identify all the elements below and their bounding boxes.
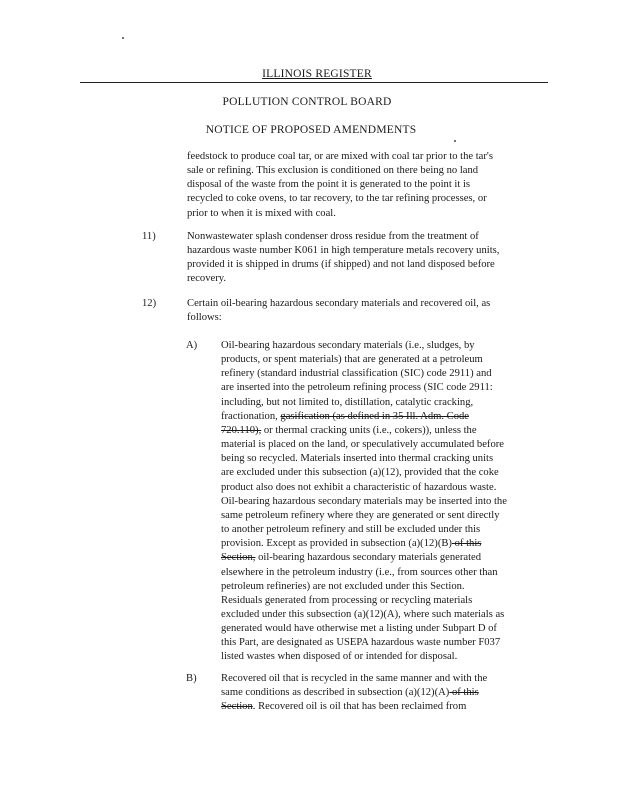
text-line: Nonwastewater splash condenser dross residue from the treatment of	[187, 231, 479, 242]
text-run: oil-bearing hazardous secondary materials generated	[255, 552, 482, 564]
item-a-label: A)	[186, 340, 198, 351]
text-line: feedstock to produce coal tar, or are mixed with coal tar prior to the tar's	[187, 151, 493, 162]
text-run: fractionation,	[221, 410, 281, 422]
struck-text: Section,	[221, 552, 256, 564]
notice-title: NOTICE OF PROPOSED AMENDMENTS	[205, 124, 417, 136]
struck-text: 720.110),	[221, 424, 262, 436]
text-line: product also does not exhibit a characteristic of hazardous waste.	[221, 481, 497, 493]
scan-speck	[122, 37, 124, 39]
text-line: refinery (standard industrial classification (SIC) code 2911) and	[221, 368, 492, 380]
text-line: including, but not limited to, distillation, catalytic cracking,	[221, 396, 474, 408]
text-line: listed wastes when disposed of or intended for disposal.	[221, 651, 458, 663]
text-run: same conditions as described in subsection (a)(12)(A)	[221, 687, 450, 699]
text-line: to another petroleum refinery and still be excluded under this	[221, 524, 481, 536]
text-line: recycled to coke ovens, to tar recovery, to the tar refining processes, or	[187, 193, 487, 205]
struck-text: gasification (as defined in 35 Ill. Adm. Code	[280, 410, 470, 422]
text-line: are excluded under this subsection (a)(12), provided that the coke	[221, 467, 499, 479]
text-line: generated would have otherwise met a listing under Subpart D of	[221, 623, 497, 635]
scan-speck	[454, 140, 456, 142]
text-line: excluded under this subsection (a)(12)(A), where such materials as	[221, 608, 505, 620]
item-11-label: 11)	[142, 231, 156, 242]
item-a-text	[221, 339, 507, 665]
item-b-text	[221, 672, 487, 714]
text-line: this Part, are designated as USEPA hazardous waste number F037	[221, 637, 501, 649]
header-rule	[80, 82, 548, 83]
text-line: prior to when it is mixed with coal.	[187, 207, 336, 219]
text-line	[221, 551, 507, 565]
text-line: hazardous waste number K061 in high temperature metals recovery units,	[187, 245, 500, 257]
item-12-label: 12)	[142, 298, 157, 309]
text-line: follows:	[187, 312, 222, 324]
item-11-text	[187, 230, 499, 287]
text-line: being so recycled. Materials inserted into thermal cracking units	[221, 453, 494, 465]
text-line: disposal of the waste from the point it is generated to the point it is	[187, 179, 471, 191]
text-line: elsewhere in the petroleum industry (i.e., from sources other than	[221, 566, 498, 578]
text-line: Recovered oil that is recycled in the same manner and with the	[221, 673, 488, 684]
text-line: are inserted into the petroleum refining process (SIC code 2911:	[221, 382, 493, 394]
text-line: Certain oil-bearing hazardous secondary materials and recovered oil, as	[187, 298, 491, 309]
text-line: Oil-bearing hazardous secondary materials (i.e., sludges, by	[221, 340, 475, 351]
text-line: products, or spent materials) that are generated at a petroleum	[221, 354, 483, 366]
struck-text: of this	[449, 687, 479, 699]
text-line: provided it is shipped in drums (if shipped) and not land disposed before	[187, 259, 495, 271]
text-run: or thermal cracking units (i.e., cokers)), unless the	[261, 424, 477, 436]
continuation-paragraph	[187, 150, 493, 221]
text-line	[221, 686, 487, 700]
text-line	[221, 537, 507, 551]
text-line: recovery.	[187, 273, 227, 285]
struck-text: Section	[221, 701, 253, 713]
register-title: ILLINOIS REGISTER	[262, 68, 372, 80]
text-line	[221, 424, 507, 438]
board-title: POLLUTION CONTROL BOARD	[222, 96, 392, 108]
item-12-text	[187, 297, 490, 325]
text-line	[221, 700, 487, 714]
text-run: . Recovered oil is oil that has been reclaimed from	[252, 701, 467, 713]
text-line: sale or refining. This exclusion is conditioned on there being no land	[187, 165, 479, 177]
text-line: Oil-bearing hazardous secondary materials may be inserted into the	[221, 495, 507, 507]
struck-text: of this	[451, 538, 482, 550]
item-b-label: B)	[186, 673, 197, 684]
text-line: same petroleum refinery where they are generated or sent directly	[221, 509, 500, 521]
text-line: petroleum refineries) are not excluded under this Section.	[221, 580, 465, 592]
text-line: Residuals generated from processing or recycling materials	[221, 594, 473, 606]
text-line	[221, 410, 507, 424]
text-run: provision. Except as provided in subsection (a)(12)(B)	[221, 538, 452, 550]
text-line: material is placed on the land, or speculatively accumulated before	[221, 439, 504, 451]
